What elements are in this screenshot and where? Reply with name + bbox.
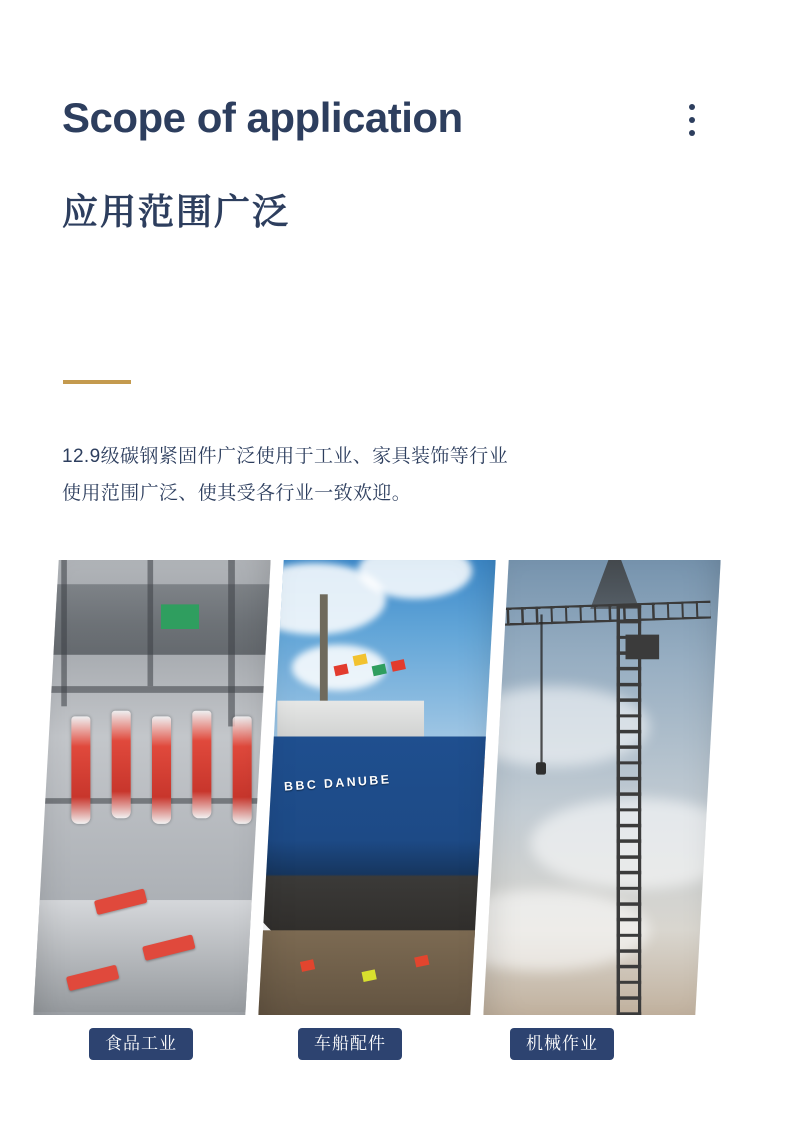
caption-badge-mechanical-operation: 机械作业: [510, 1028, 614, 1060]
description-line-2: 使用范围广泛、使其受各行业一致欢迎。: [62, 483, 412, 504]
machine-beam-top: [33, 686, 270, 693]
product-pouch: [152, 716, 171, 824]
dot-1: [689, 104, 695, 110]
gallery-image-mechanical-operation: [483, 560, 720, 1015]
crane-cable: [540, 614, 542, 767]
machine-post-1: [62, 560, 68, 706]
gallery-image-food-industry: [33, 560, 270, 1015]
shipyard-ground: [258, 930, 495, 1015]
gallery-captions: [44, 1028, 744, 1062]
product-pouch: [112, 711, 131, 819]
photo-content-2: [258, 560, 495, 1015]
machine-green-panel: [161, 604, 199, 629]
ship-name-text: BBC DANUBE: [284, 773, 393, 795]
accent-divider: [63, 380, 131, 384]
description-line-1: 12.9级碳钢紧固件广泛使用于工业、家具装饰等行业: [62, 446, 508, 467]
header: [62, 92, 742, 234]
dot-2: [689, 117, 695, 123]
page-title-english: Scope of application: [62, 94, 463, 141]
caption-badge-food-industry: 食品工业: [89, 1028, 193, 1060]
photo-content-3: [483, 560, 720, 1015]
crane-hook: [536, 762, 546, 774]
more-vertical-icon[interactable]: [688, 104, 696, 136]
machine-post-3: [228, 560, 235, 726]
image-gallery: [44, 560, 744, 1020]
product-pouch: [71, 716, 90, 824]
caption-badge-ship-parts: 车船配件: [298, 1028, 402, 1060]
worker-marker: [414, 954, 429, 967]
description-text: [62, 438, 722, 512]
machine-post-2: [147, 560, 153, 686]
dot-3: [689, 130, 695, 136]
gallery-image-ship-parts: [258, 560, 495, 1015]
crane-mast: [616, 604, 641, 1015]
page-title-chinese: 应用范围广泛: [62, 191, 291, 232]
product-pouch: [233, 716, 252, 824]
product-pouch: [192, 711, 211, 819]
photo-content-1: [33, 560, 270, 1015]
